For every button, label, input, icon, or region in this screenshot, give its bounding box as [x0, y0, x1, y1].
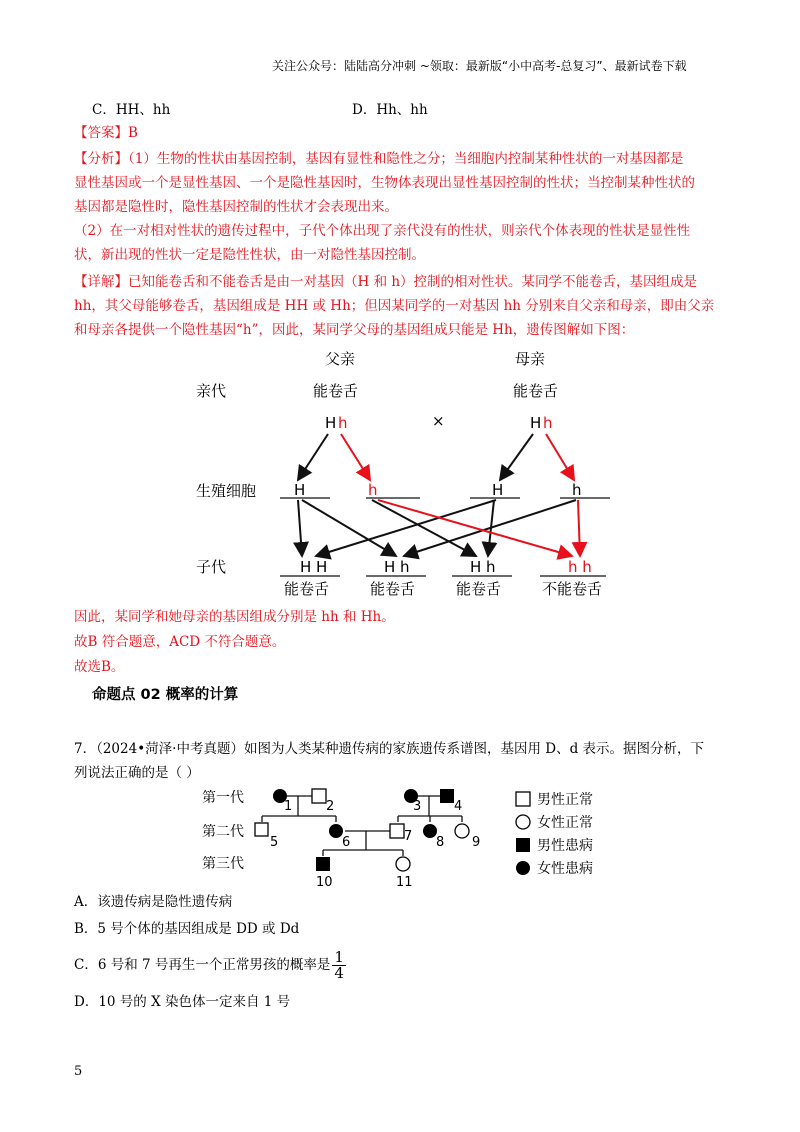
- offspring-hh: h h: [568, 558, 592, 576]
- conclusion-line-2: 故B 符合题意，ACD 不符合题意。: [74, 634, 286, 650]
- option-c-text: C．6 号和 7 号再生一个正常男孩的概率是: [74, 957, 331, 973]
- offspring-HH: H H: [300, 558, 328, 576]
- svg-text:5: 5: [270, 835, 279, 850]
- mother-label: 母亲: [515, 350, 546, 368]
- individual-10-affected-male: [316, 857, 330, 871]
- option-c-fraction: $\frac{1}{4}$: [334, 948, 344, 982]
- legend-female-affected: 女性患病: [537, 861, 593, 877]
- individual-2-normal-male: [312, 789, 326, 803]
- individual-11-normal-female: [396, 857, 410, 871]
- offspring-trait-3: 能卷舌: [456, 580, 502, 598]
- pedigree-chart: [0, 780, 800, 900]
- svg-text:8: 8: [436, 835, 445, 850]
- svg-text:2: 2: [326, 799, 335, 814]
- offspring-label: 子代: [196, 558, 227, 576]
- option-d-prev: D．Hh、hh: [352, 102, 428, 118]
- offspring-trait-2: 能卷舌: [370, 580, 416, 598]
- father-gene-H: H: [325, 414, 337, 432]
- detail-line-3: 和母亲各提供一个隐性基因“h”，因此，某同学父母的基因组成只能是 Hh，遗传图解如下图：: [74, 322, 635, 338]
- svg-text:11: 11: [396, 875, 413, 890]
- svg-text:6: 6: [342, 835, 351, 850]
- gen-1-label: 第一代: [202, 790, 244, 806]
- section-title: 命题点 02 概率的计算: [92, 687, 239, 703]
- answer-line: 【答案】B: [74, 125, 138, 141]
- legend-male-affected-icon: [516, 838, 530, 852]
- gamete-f-h: h: [368, 481, 378, 499]
- individual-7-normal-male: [390, 824, 404, 838]
- individual-8-affected-female: [423, 824, 437, 838]
- individual-9-normal-female: [455, 824, 469, 838]
- analysis-line-1: 【分析】（1）生物的性状由基因控制，基因有显性和隐性之分；当细胞内控制某种性状的一对基因都是: [74, 151, 684, 167]
- page-number: 5: [74, 1064, 83, 1079]
- question-line-1: 7．（2024•菏泽·中考真题）如图为人类某种遗传病的家族遗传系谱图，基因用 D、d 表示。据图分析，下: [74, 741, 704, 757]
- legend-female-normal: 女性正常: [537, 815, 593, 831]
- analysis-line-4: （2）在一对相对性状的遗传过程中，子代个体出现了亲代没有的性状，则亲代个体表现的性状是显性性: [74, 223, 691, 239]
- option-c: [74, 950, 728, 981]
- legend-female-normal-icon: [516, 815, 530, 829]
- svg-text:10: 10: [316, 875, 333, 890]
- option-c-prev: C．HH、hh: [92, 102, 171, 118]
- mother-trait: 能卷舌: [513, 382, 559, 400]
- legend-male-normal-icon: [516, 792, 530, 806]
- cross-symbol: ×: [432, 412, 445, 430]
- offspring-Hh-1: H h: [384, 558, 410, 576]
- option-d: D．10 号的 X 染色体一定来自 1 号: [74, 994, 291, 1010]
- detail-line-1: 【详解】已知能卷舌和不能卷舌是由一对基因（H 和 h）控制的相对性状。某同学不能卷舌，基因组成是: [74, 274, 698, 290]
- individual-6-affected-female: [329, 824, 343, 838]
- gamete-f-H: H: [294, 481, 306, 499]
- svg-text:4: 4: [454, 799, 463, 814]
- analysis-line-5: 状，新出现的性状一定是隐性性状，由一对隐性基因控制。: [74, 247, 425, 263]
- svg-text:1: 1: [284, 799, 293, 814]
- offspring-trait-4: 不能卷舌: [542, 580, 603, 598]
- legend-male-affected: 男性患病: [537, 838, 593, 854]
- mother-gene-H: H: [530, 414, 542, 432]
- detail-line-2: hh，其父母能够卷舌，基因组成是 HH 或 Hh；但因某同学的一对基因 hh 分别来自父亲和母亲，即由父亲: [74, 298, 715, 314]
- gen-3-label: 第三代: [202, 856, 244, 872]
- gen-2-label: 第二代: [202, 824, 244, 840]
- svg-text:3: 3: [413, 799, 422, 814]
- father-trait: 能卷舌: [313, 382, 359, 400]
- analysis-line-3: 基因都是隐性时，隐性基因控制的性状才会表现出来。: [74, 199, 398, 215]
- svg-text:7: 7: [404, 829, 413, 844]
- page-header: 关注公众号：陆陆高分冲刺 ~领取：最新版“小中高考-总复习”、最新试卷下载: [272, 59, 687, 73]
- mother-gene-h: h: [543, 414, 553, 432]
- offspring-Hh-2: H h: [470, 558, 496, 576]
- gamete-m-H: H: [492, 481, 504, 499]
- gamete-m-h: h: [572, 481, 582, 499]
- question-line-2: 列说法正确的是（ ）: [74, 765, 200, 781]
- father-label: 父亲: [325, 350, 356, 368]
- analysis-line-2: 显性基因或一个是显性基因、一个是隐性基因时，生物体表现出显性基因控制的性状；当控制某种性状的: [74, 175, 695, 191]
- genetic-cross-diagram: [0, 340, 800, 600]
- conclusion-line-1: 因此，某同学和她母亲的基因组成分别是 hh 和 Hh。: [74, 609, 395, 625]
- parent-gen-label: 亲代: [196, 382, 227, 400]
- legend-male-normal: 男性正常: [537, 792, 593, 808]
- legend-female-affected-icon: [516, 861, 530, 875]
- offspring-trait-1: 能卷舌: [284, 580, 330, 598]
- conclusion-line-3: 故选B。: [74, 659, 125, 675]
- option-b: B．5 号个体的基因组成是 DD 或 Dd: [74, 921, 300, 937]
- svg-text:9: 9: [472, 835, 481, 850]
- father-gene-h: h: [338, 414, 348, 432]
- gamete-label: 生殖细胞: [196, 482, 257, 500]
- option-a: A．该遗传病是隐性遗传病: [74, 894, 233, 910]
- individual-4-affected-male: [440, 789, 454, 803]
- individual-5-normal-male: [255, 823, 268, 836]
